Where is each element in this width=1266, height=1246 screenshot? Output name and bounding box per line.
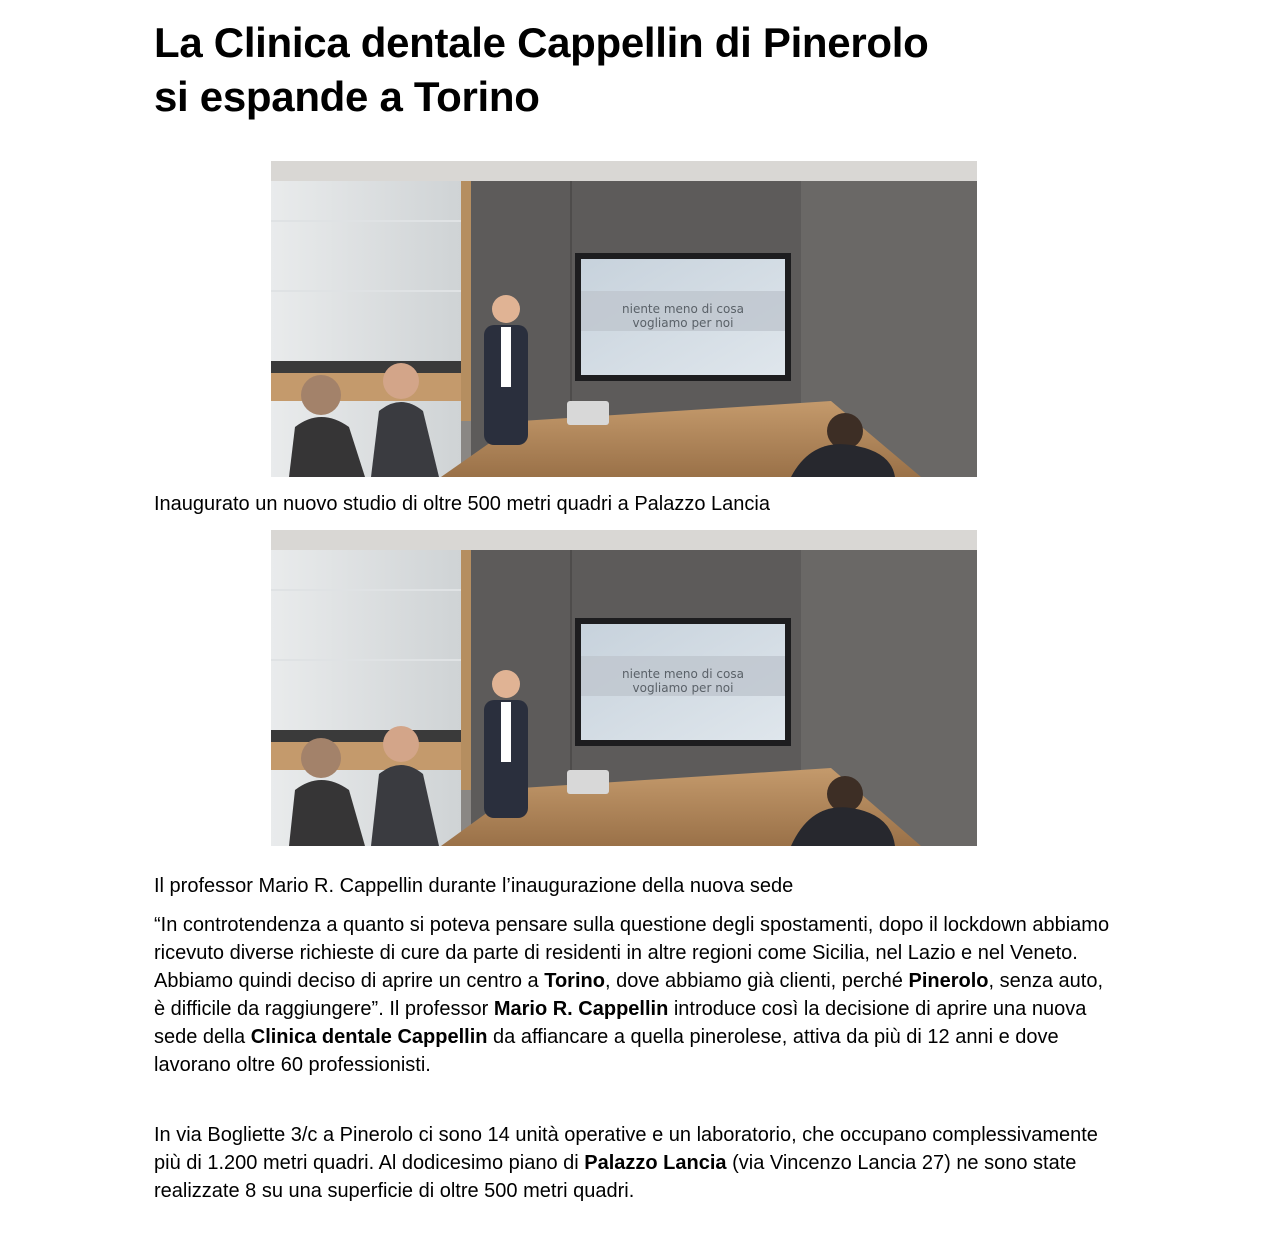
article-photo-1 — [271, 161, 977, 477]
screen-text-1b: vogliamo per noi — [632, 316, 734, 330]
article-paragraph-1 — [154, 911, 1114, 1079]
article-title — [154, 16, 1154, 124]
screen-text-2a: niente meno di cosa — [622, 667, 744, 681]
p1-bold-mario-cappellin: Mario R. Cappellin — [493, 998, 669, 1020]
meeting-room-photo-2 — [271, 530, 977, 846]
screen-text-2b: vogliamo per noi — [632, 681, 734, 695]
p1-bold-pinerolo: Pinerolo — [908, 970, 989, 992]
p2-text-a: In via Bogliette 3/c a Pinerolo ci sono 14 unità operative e un laboratorio, che occupano complessivamente più di 1.200 metri quadri. Al dodicesimo piano di — [154, 1124, 1098, 1174]
p1-bold-clinica-cappellin: Clinica dentale Cappellin — [250, 1026, 488, 1048]
p1-bold-torino: Torino — [544, 970, 605, 992]
p1-text-e: , senza auto, è difficile da raggiungere”. Il professor — [154, 970, 1104, 1020]
title-line-2: si espande a Torino — [154, 73, 540, 120]
p1-text-a: “In controtendenza a quanto si poteva pensare sulla questione degli spostamenti, dopo il lockdown abbiamo ricevuto diverse richieste di cure da parte di residenti in altre regioni come Sicilia, nel Lazio e nel Veneto. Abbiamo quindi deciso di aprire un centro a — [154, 914, 1110, 992]
article-photo-2 — [271, 530, 977, 846]
p2-text-c: (via Vincenzo Lancia 27) ne sono state realizzate 8 su una superficie di oltre 500 metri quadri. — [154, 1152, 1077, 1202]
p2-bold-palazzo-lancia: Palazzo Lancia — [584, 1152, 727, 1174]
p1-text-g: introduce così la decisione di aprire una nuova sede della — [154, 998, 1087, 1048]
p1-text-c: , dove abbiamo già clienti, perché — [604, 970, 909, 992]
title-line-1: La Clinica dentale Cappellin di Pinerolo — [154, 19, 929, 66]
meeting-room-photo-1 — [271, 161, 977, 477]
p1-text-i: da affiancare a quella pinerolese, attiva da più di 12 anni e dove lavorano oltre 60 professionisti. — [154, 1026, 1059, 1076]
article-paragraph-2 — [154, 1121, 1114, 1205]
photo-caption-2: Il professor Mario R. Cappellin durante l’inaugurazione della nuova sede — [154, 875, 794, 897]
photo-caption-1: Inaugurato un nuovo studio di oltre 500 metri quadri a Palazzo Lancia — [154, 493, 770, 515]
screen-text-1a: niente meno di cosa — [622, 302, 744, 316]
